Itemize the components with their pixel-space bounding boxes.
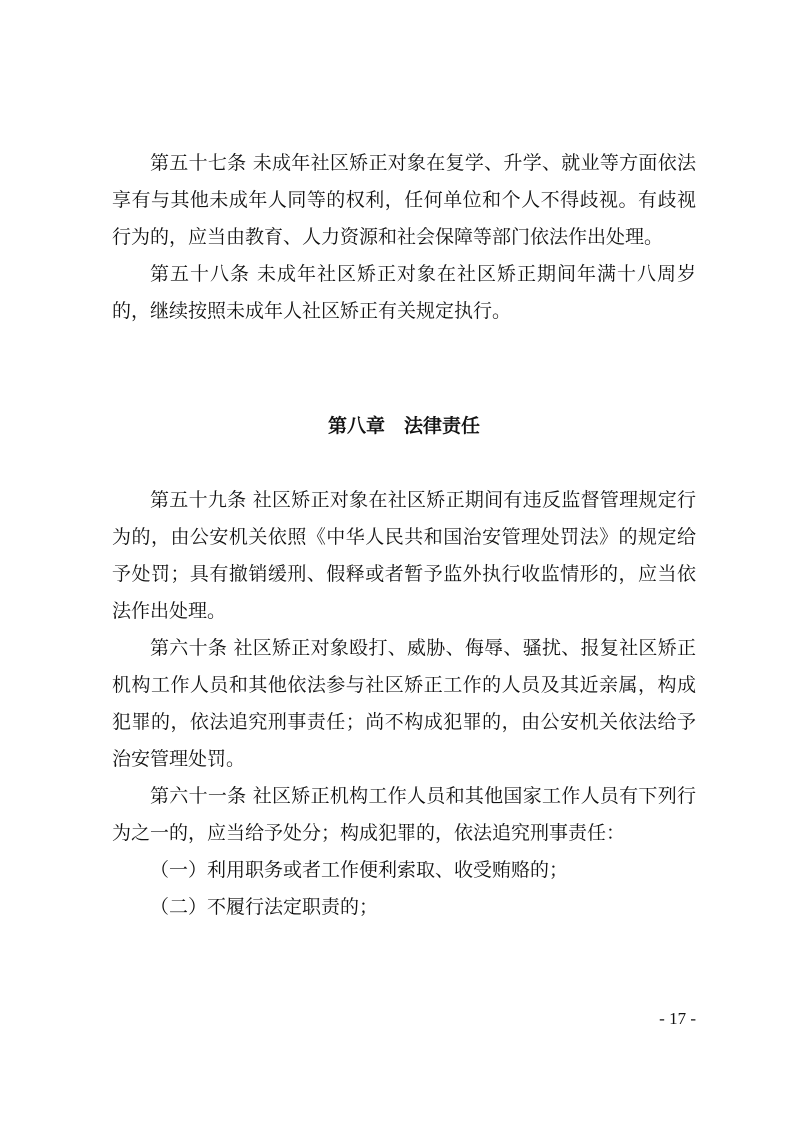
article-61-paragraph: 第六十一条 社区矫正机构工作人员和其他国家工作人员有下列行为之一的，应当给予处分；构成犯罪的，依法追究刑事责任：	[112, 785, 696, 844]
article-60-paragraph: 第六十条 社区矫正对象殴打、威胁、侮辱、骚扰、报复社区矫正机构工作人员和其他依法参与社区矫正工作的人员及其近亲属，构成犯罪的，依法追究刑事责任；尚不构成犯罪的，由公安机关依法给予治安管理处罚。	[112, 637, 696, 770]
article-58-paragraph: 第五十八条 未成年社区矫正对象在社区矫正期间年满十八周岁的，继续按照未成年人社区矫正有关规定执行。	[112, 263, 696, 322]
article-57-paragraph: 第五十七条 未成年社区矫正对象在复学、升学、就业等方面依法享有与其他未成年人同等的权利，任何单位和个人不得歧视。有歧视行为的，应当由教育、人力资源和社会保障等部门依法作出处理。	[112, 152, 696, 248]
list-item-1: （一）利用职务或者工作便利索取、收受贿赂的；	[150, 859, 569, 881]
page-number: - 17 -	[659, 1009, 696, 1028]
chapter-heading: 第八章 法律责任	[327, 415, 480, 437]
list-item-2: （二）不履行法定职责的；	[150, 896, 379, 918]
article-section-upper	[112, 145, 696, 330]
article-59-paragraph: 第五十九条 社区矫正对象在社区矫正期间有违反监督管理规定行为的，由公安机关依照《中华人民共和国治安管理处罚法》的规定给予处罚；具有撤销缓刑、假释或者暂予监外执行收监情形的，应当依法作出处理。	[112, 489, 696, 622]
article-section-lower	[112, 482, 696, 926]
